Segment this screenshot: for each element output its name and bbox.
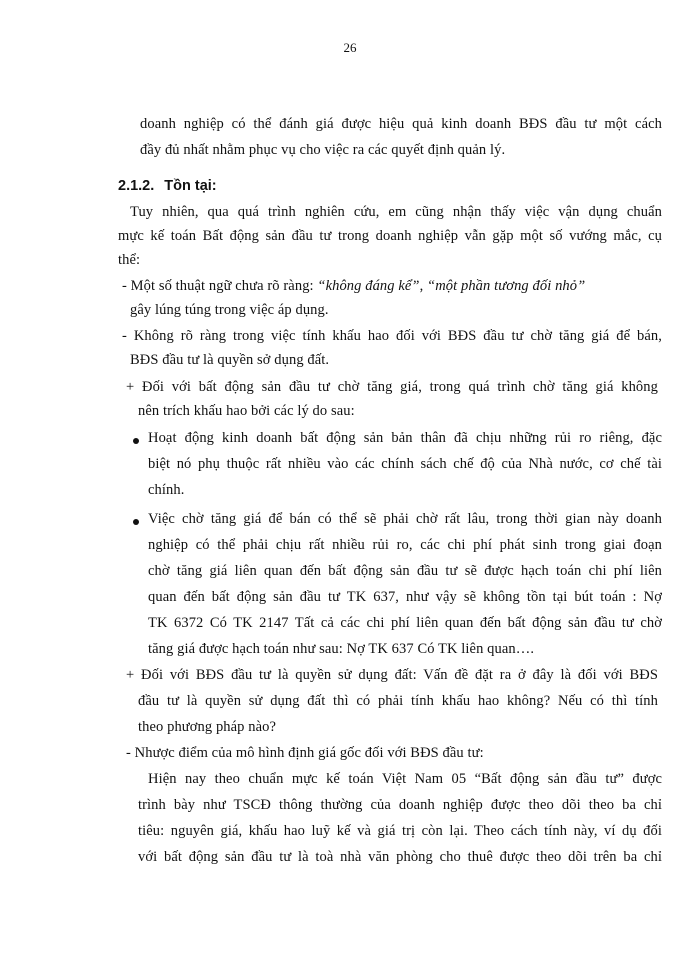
intro-line-2: đầy đủ nhất nhằm phục vụ cho việc ra các quyết định quản lý. bbox=[140, 142, 506, 158]
item1-prefix: - Một số thuật ngữ chưa rõ ràng: bbox=[122, 278, 318, 294]
item2-line-1: - Không rõ ràng trong việc tính khấu hao đối với BĐS đầu tư chờ tăng giá để bán, bbox=[122, 328, 662, 344]
item4-line-1: + Đối với BĐS đầu tư là quyền sử dụng đất: Vấn đề đặt ra ở đây là đối với BĐS bbox=[126, 667, 658, 683]
bullet-1-dot bbox=[133, 438, 139, 444]
item4-line-2: đầu tư là quyền sử dụng đất thì có phải tính khấu hao không? Nếu có thì tính bbox=[138, 693, 658, 709]
bullet2-line-1: Việc chờ tăng giá để bán có thể sẽ phải chờ rất lâu, trong thời gian này doanh bbox=[148, 511, 662, 527]
item1-line-1 bbox=[122, 278, 585, 295]
item1-quote-2: “một phần tương đối nhỏ” bbox=[427, 278, 586, 294]
item3-line-2: nên trích khấu hao bởi các lý do sau: bbox=[138, 403, 355, 419]
para2-line-4: với bất động sản đầu tư là toà nhà văn phòng cho thuê được theo dõi trên ba chỉ bbox=[138, 849, 662, 865]
section-heading bbox=[118, 178, 217, 194]
item1-line-2: gây lúng túng trong việc áp dụng. bbox=[130, 302, 329, 318]
bullet1-line-2: biệt nó phụ thuộc rất nhiều vào các chính sách chế độ của Nhà nước, cơ chế tài bbox=[148, 456, 662, 472]
section-number: 2.1.2. bbox=[118, 178, 155, 194]
item1-quote-1: “không đáng kể” bbox=[317, 278, 420, 294]
bullet2-line-3: chờ tăng giá liên quan đến bất động sản đầu tư sẽ được hạch toán chi phí liên bbox=[148, 563, 662, 579]
para1-line-3: thể: bbox=[118, 252, 141, 268]
section-title: Tồn tại: bbox=[164, 178, 217, 194]
bullet1-line-1: Hoạt động kinh doanh bất động sản bản thân đã chịu những rủi ro riêng, đặc bbox=[148, 430, 662, 446]
para1-line-1: Tuy nhiên, qua quá trình nghiên cứu, em cũng nhận thấy việc vận dụng chuẩn bbox=[130, 204, 662, 220]
item1-sep: , bbox=[419, 278, 428, 294]
bullet2-line-4: quan đến bất động sản đầu tư TK 637, như vậy sẽ không tồn tại bút toán : Nợ bbox=[148, 589, 662, 605]
bullet2-line-6: tăng giá được hạch toán như sau: Nợ TK 637 Có TK liên quan…. bbox=[148, 641, 535, 657]
intro-line-1: doanh nghiệp có thể đánh giá được hiệu quả kinh doanh BĐS đầu tư một cách bbox=[140, 116, 662, 132]
item5-line-1: - Nhược điểm của mô hình định giá gốc đối với BĐS đầu tư: bbox=[126, 745, 484, 761]
para2-line-3: tiêu: nguyên giá, khấu hao luỹ kế và giá trị còn lại. Theo cách tính này, ví dụ đối bbox=[138, 823, 662, 839]
para2-line-1: Hiện nay theo chuẩn mực kế toán Việt Nam 05 “Bất động sản đầu tư” được bbox=[148, 771, 662, 787]
item3-line-1: + Đối với bất động sản đầu tư chờ tăng giá, trong quá trình chờ tăng giá không bbox=[126, 379, 658, 395]
bullet1-line-3: chính. bbox=[148, 482, 185, 498]
para2-line-2: trình bày như TSCĐ thông thường của doanh nghiệp được theo dõi theo ba chỉ bbox=[138, 797, 662, 813]
bullet-2-dot bbox=[133, 519, 139, 525]
item2-line-2: BĐS đầu tư là quyền sở dụng đất. bbox=[130, 352, 330, 368]
item4-line-3: theo phương pháp nào? bbox=[138, 719, 277, 735]
para1-line-2: mực kế toán Bất động sản đầu tư trong doanh nghiệp vẫn gặp một số vướng mắc, cụ bbox=[118, 228, 662, 244]
page-number: 26 bbox=[343, 40, 357, 55]
bullet2-line-5: TK 6372 Có TK 2147 Tất cả các chi phí liên quan đến bất động sản đầu tư chờ bbox=[148, 615, 662, 631]
bullet2-line-2: nghiệp có thể phải chịu rất nhiều rủi ro, các chi phí phát sinh trong giai đoạn bbox=[148, 537, 662, 553]
